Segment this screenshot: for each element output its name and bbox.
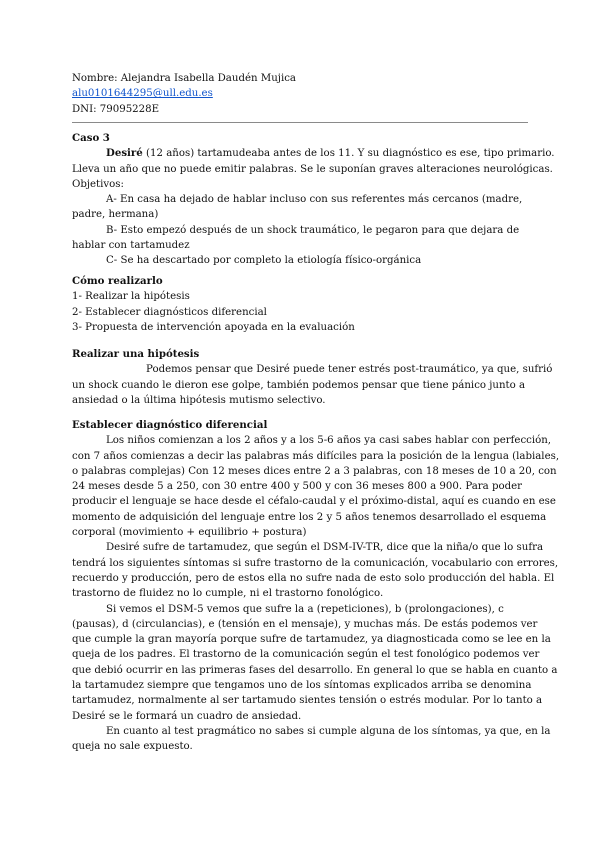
como-item: 3- Propuesta de intervención apoyada en la evaluación	[72, 321, 355, 333]
paragraph-line: la tartamudez siempre que tengamos uno de los síntomas explicados arriba se denomina	[72, 680, 532, 692]
caso-intro-rest: (12 años) tartamudeaba antes de los 11. Y su diagnóstico es ese, tipo primario.	[142, 148, 555, 160]
paragraph-line: corporal (movimiento + equilibrio + postura)	[72, 527, 307, 539]
como-item: 2- Establecer diagnósticos diferencial	[72, 306, 267, 318]
paragraph-line: tendrá los siguientes síntomas si sufre trastorno de la comunicación, vocabulario con errores,	[72, 557, 559, 569]
paragraph-line: que debió ocurrir en las primeras fases del desarrollo. En general lo que se habla en cuanto a	[72, 664, 558, 676]
hipotesis-section	[72, 347, 553, 408]
paragraph-line: momento de adquisición del lenguaje entre los 2 y 5 años tenemos desarrollado el esquema	[72, 511, 547, 523]
paragraph-line: Desiré sufre de tartamudez, que según el DSM-IV-TR, dice que la niña/o que lo sufra	[106, 542, 544, 554]
paragraph-line: con 7 años comienzas a decir las palabras más difíciles para la posición de la lengua (labiales,	[72, 450, 560, 462]
student-info	[72, 71, 528, 117]
header-divider	[72, 122, 528, 123]
paragraph-line: Podemos pensar que Desiré puede tener estrés post-traumático, ya que, sufrió	[146, 364, 553, 376]
como-item: 1- Realizar la hipótesis	[72, 291, 190, 303]
objetivo-b: B- Esto empezó después de un shock traumático, le pegaron para que dejara de	[106, 224, 520, 236]
paragraph-line: producir el lenguaje se hace desde el céfalo-caudal y el próximo-distal, aquí es cuando en ese	[72, 496, 556, 508]
paragraph-line: Los niños comienzan a los 2 años y a los 5-6 años ya casi sabes hablar con perfección,	[106, 435, 552, 447]
diagnostico-title: Establecer diagnóstico diferencial	[72, 419, 268, 431]
paragraph-line: Si vemos el DSM-5 vemos que sufre la a (repeticiones), b (prolongaciones), c	[106, 603, 504, 615]
email-link[interactable]: alu0101644295@ull.edu.es	[72, 88, 213, 100]
paragraph-line: 24 meses desde 5 a 250, con 30 entre 400 y 500 y con 36 meses 800 a 900. Para poder	[72, 481, 523, 493]
paragraph-line: Desiré se le formará un cuadro de ansiedad.	[72, 710, 302, 722]
como-section	[72, 274, 528, 335]
name-line: Nombre: Alejandra Isabella Daudén Mujica	[72, 73, 296, 84]
objetivo-a: A- En casa ha dejado de hablar incluso con sus referentes más cercanos (madre,	[106, 194, 523, 206]
paragraph-line: recuerdo y producción, pero de estos ella no sufre nada de esto solo producción del habla. El	[72, 572, 555, 584]
paragraph-line: (pausas), d (circulancias), e (tensión en el mensaje), y muchas más. De estás podemos ver	[72, 618, 538, 630]
paragraph-line: queja no sale expuesto.	[72, 741, 193, 753]
paragraph-line: que cumple la gran mayoría porque sufre de tartamudez, ya diagnosticada como se lee en la	[72, 634, 551, 646]
paragraph-line: trastorno de fluidez no lo cumple, ni el trastorno fonológico.	[72, 588, 384, 600]
paragraph-line: queja de los padres. El trastorno de la comunicación según el test fonológico podemos ver	[72, 649, 540, 661]
paragraph-line: o palabras complejas) Con 12 meses dices entre 2 a 3 palabras, con 18 meses de 10 a 20, con	[72, 465, 557, 477]
caso-intro	[72, 146, 555, 161]
caso-intro-line2: Lleva un año que no puede emitir palabras. Se le suponían graves alteraciones neurológicas.	[72, 163, 553, 175]
paragraph-line: un shock cuando le dieron ese golpe, también podemos pensar que tiene pánico junto a	[72, 379, 526, 391]
objetivos-label: Objetivos:	[72, 178, 124, 190]
diagnostico-section	[72, 418, 560, 755]
dni-line: DNI: 79095228E	[72, 103, 160, 115]
objetivo-a-cont: padre, hermana)	[72, 209, 159, 221]
paragraph-line: En cuanto al test pragmático no sabes si cumple alguna de los síntomas, ya que, en la	[106, 725, 551, 737]
como-title: Cómo realizarlo	[72, 275, 163, 287]
caso-title: Caso 3	[72, 132, 110, 144]
paragraph-line: tartamudez, normalmente al ser tartamudo sientes tensión o estrés modular. Por lo tanto a	[72, 695, 543, 707]
caso-intro-name: Desiré	[106, 147, 143, 160]
objetivo-b-cont: hablar con tartamudez	[72, 240, 190, 252]
paragraph-line: ansiedad o la última hipótesis mutismo selectivo.	[72, 394, 326, 406]
caso-section	[72, 131, 555, 269]
hipotesis-title: Realizar una hipótesis	[72, 348, 200, 360]
objetivo-c: C- Se ha descartado por completo la etiología físico-orgánica	[106, 255, 422, 267]
